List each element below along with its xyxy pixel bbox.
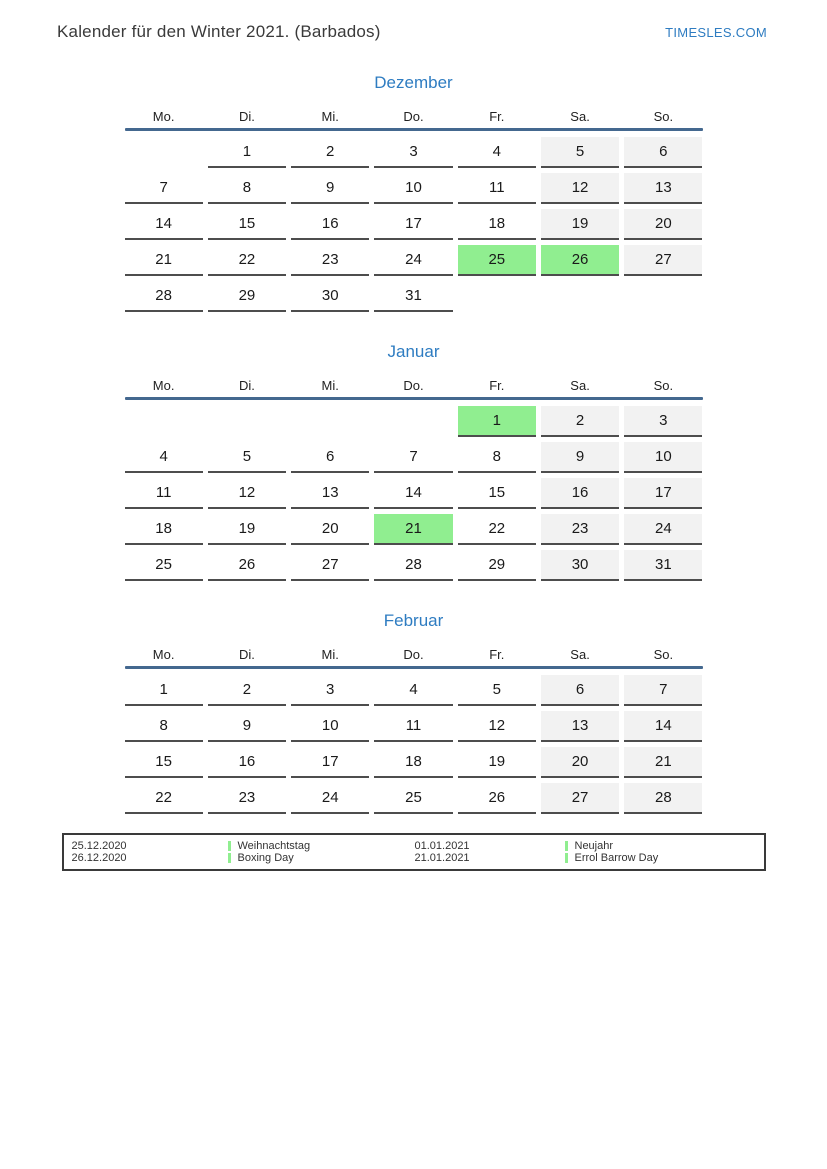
weekday-label: Mo. bbox=[152, 647, 175, 662]
day-cell: 13 bbox=[624, 173, 702, 204]
day-cell: 12 bbox=[458, 711, 536, 742]
holiday-marker-icon bbox=[565, 853, 568, 863]
header-divider bbox=[125, 397, 703, 400]
legend-labels-column bbox=[565, 840, 756, 864]
weekday-label: So. bbox=[653, 109, 674, 124]
day-cell: 16 bbox=[541, 478, 619, 509]
day-cell: 19 bbox=[208, 514, 286, 545]
day-cell: 30 bbox=[291, 281, 369, 312]
legend-dates-column bbox=[72, 840, 228, 864]
day-cell: 4 bbox=[125, 442, 203, 473]
day-cell: 31 bbox=[374, 281, 452, 312]
legend-date: 25.12.2020 bbox=[71, 840, 127, 852]
day-cell: 20 bbox=[291, 514, 369, 545]
day-cell: 22 bbox=[125, 783, 203, 814]
day-cell: 9 bbox=[208, 711, 286, 742]
day-cell: 27 bbox=[291, 550, 369, 581]
day-cell: 10 bbox=[374, 173, 452, 204]
holiday-day-cell: 26 bbox=[541, 245, 619, 276]
weekday-label: Mo. bbox=[152, 109, 175, 124]
legend-label: Neujahr bbox=[574, 840, 614, 852]
legend-item bbox=[228, 852, 415, 864]
legend-labels-column bbox=[228, 840, 415, 864]
day-cell: 7 bbox=[374, 442, 452, 473]
day-cell: 11 bbox=[125, 478, 203, 509]
days-grid bbox=[125, 137, 703, 312]
day-cell: 10 bbox=[624, 442, 702, 473]
empty-cell bbox=[125, 137, 203, 168]
day-cell: 12 bbox=[208, 478, 286, 509]
day-cell: 23 bbox=[291, 245, 369, 276]
day-cell: 2 bbox=[541, 406, 619, 437]
day-cell: 24 bbox=[374, 245, 452, 276]
day-cell: 15 bbox=[458, 478, 536, 509]
day-cell: 3 bbox=[291, 675, 369, 706]
legend-item bbox=[228, 840, 415, 852]
weekday-label: Sa. bbox=[570, 378, 590, 393]
weekday-label: Mi. bbox=[321, 647, 339, 662]
weekday-header-row bbox=[125, 378, 703, 393]
month-title: Dezember bbox=[374, 73, 453, 92]
day-cell: 4 bbox=[374, 675, 452, 706]
day-cell: 29 bbox=[208, 281, 286, 312]
weekday-label: Do. bbox=[403, 378, 424, 393]
legend-date: 21.01.2021 bbox=[414, 852, 470, 864]
day-cell: 23 bbox=[541, 514, 619, 545]
day-cell: 15 bbox=[208, 209, 286, 240]
empty-cell bbox=[541, 281, 619, 312]
holiday-day-cell: 25 bbox=[458, 245, 536, 276]
day-cell: 17 bbox=[374, 209, 452, 240]
empty-cell bbox=[624, 281, 702, 312]
day-cell: 21 bbox=[624, 747, 702, 778]
legend-item bbox=[565, 840, 756, 852]
header-divider bbox=[125, 666, 703, 669]
day-cell: 7 bbox=[125, 173, 203, 204]
day-cell: 28 bbox=[624, 783, 702, 814]
day-cell: 14 bbox=[374, 478, 452, 509]
day-cell: 1 bbox=[125, 675, 203, 706]
holiday-day-cell: 1 bbox=[458, 406, 536, 437]
day-cell: 11 bbox=[458, 173, 536, 204]
day-cell: 12 bbox=[541, 173, 619, 204]
day-cell: 9 bbox=[291, 173, 369, 204]
empty-cell bbox=[374, 406, 452, 437]
day-cell: 20 bbox=[624, 209, 702, 240]
legend-date: 01.01.2021 bbox=[414, 840, 470, 852]
day-cell: 18 bbox=[125, 514, 203, 545]
day-cell: 11 bbox=[374, 711, 452, 742]
day-cell: 3 bbox=[624, 406, 702, 437]
weekday-label: So. bbox=[653, 647, 674, 662]
day-cell: 19 bbox=[541, 209, 619, 240]
day-cell: 3 bbox=[374, 137, 452, 168]
weekday-header-row bbox=[125, 109, 703, 124]
weekday-label: Di. bbox=[238, 647, 255, 662]
day-cell: 27 bbox=[624, 245, 702, 276]
day-cell: 7 bbox=[624, 675, 702, 706]
weekday-label: Do. bbox=[403, 109, 424, 124]
day-cell: 8 bbox=[125, 711, 203, 742]
weekday-label: Sa. bbox=[570, 109, 590, 124]
day-cell: 8 bbox=[208, 173, 286, 204]
day-cell: 22 bbox=[458, 514, 536, 545]
day-cell: 2 bbox=[291, 137, 369, 168]
month-title: Februar bbox=[383, 611, 444, 630]
day-cell: 24 bbox=[624, 514, 702, 545]
day-cell: 16 bbox=[291, 209, 369, 240]
day-cell: 28 bbox=[125, 281, 203, 312]
day-cell: 18 bbox=[458, 209, 536, 240]
day-cell: 25 bbox=[125, 550, 203, 581]
day-cell: 13 bbox=[291, 478, 369, 509]
day-cell: 31 bbox=[624, 550, 702, 581]
day-cell: 14 bbox=[624, 711, 702, 742]
months-container bbox=[0, 73, 827, 814]
day-cell: 22 bbox=[208, 245, 286, 276]
empty-cell bbox=[291, 406, 369, 437]
day-cell: 28 bbox=[374, 550, 452, 581]
day-cell: 9 bbox=[541, 442, 619, 473]
month-title: Januar bbox=[387, 342, 440, 361]
day-cell: 18 bbox=[374, 747, 452, 778]
month-februar bbox=[125, 611, 703, 814]
day-cell: 6 bbox=[291, 442, 369, 473]
day-cell: 13 bbox=[541, 711, 619, 742]
day-cell: 2 bbox=[208, 675, 286, 706]
header-divider bbox=[125, 128, 703, 131]
day-cell: 23 bbox=[208, 783, 286, 814]
weekday-label: Sa. bbox=[570, 647, 590, 662]
weekday-label: Mi. bbox=[321, 378, 339, 393]
weekday-label: Mi. bbox=[321, 109, 339, 124]
day-cell: 25 bbox=[374, 783, 452, 814]
site-link[interactable]: TIMESLES.COM bbox=[665, 25, 767, 40]
day-cell: 19 bbox=[458, 747, 536, 778]
day-cell: 10 bbox=[291, 711, 369, 742]
weekday-label: Fr. bbox=[489, 109, 505, 124]
weekday-label: Mo. bbox=[152, 378, 175, 393]
weekday-label: So. bbox=[653, 378, 674, 393]
day-cell: 30 bbox=[541, 550, 619, 581]
day-cell: 8 bbox=[458, 442, 536, 473]
weekday-label: Di. bbox=[238, 109, 255, 124]
weekday-header-row bbox=[125, 647, 703, 662]
legend-label: Weihnachtstag bbox=[237, 840, 311, 852]
day-cell: 27 bbox=[541, 783, 619, 814]
month-dezember bbox=[125, 73, 703, 312]
legend-date: 26.12.2020 bbox=[71, 852, 127, 864]
day-cell: 29 bbox=[458, 550, 536, 581]
day-cell: 21 bbox=[125, 245, 203, 276]
weekday-label: Fr. bbox=[489, 647, 505, 662]
day-cell: 16 bbox=[208, 747, 286, 778]
empty-cell bbox=[458, 281, 536, 312]
day-cell: 17 bbox=[291, 747, 369, 778]
day-cell: 5 bbox=[208, 442, 286, 473]
legend-dates-column bbox=[415, 840, 565, 864]
weekday-label: Fr. bbox=[489, 378, 505, 393]
weekday-label: Di. bbox=[238, 378, 255, 393]
holiday-legend bbox=[62, 833, 766, 871]
empty-cell bbox=[125, 406, 203, 437]
holiday-marker-icon bbox=[565, 841, 568, 851]
holiday-day-cell: 21 bbox=[374, 514, 452, 545]
day-cell: 24 bbox=[291, 783, 369, 814]
topbar bbox=[0, 0, 827, 42]
holiday-marker-icon bbox=[228, 853, 231, 863]
legend-label: Boxing Day bbox=[237, 852, 294, 864]
month-januar bbox=[125, 342, 703, 581]
day-cell: 5 bbox=[541, 137, 619, 168]
legend-item bbox=[565, 852, 756, 864]
days-grid bbox=[125, 675, 703, 814]
day-cell: 17 bbox=[624, 478, 702, 509]
day-cell: 26 bbox=[208, 550, 286, 581]
empty-cell bbox=[208, 406, 286, 437]
holiday-marker-icon bbox=[228, 841, 231, 851]
day-cell: 26 bbox=[458, 783, 536, 814]
page-title: Kalender für den Winter 2021. (Barbados) bbox=[57, 22, 381, 41]
weekday-label: Do. bbox=[403, 647, 424, 662]
legend-label: Errol Barrow Day bbox=[574, 852, 659, 864]
day-cell: 1 bbox=[208, 137, 286, 168]
day-cell: 6 bbox=[541, 675, 619, 706]
day-cell: 20 bbox=[541, 747, 619, 778]
day-cell: 4 bbox=[458, 137, 536, 168]
day-cell: 14 bbox=[125, 209, 203, 240]
day-cell: 6 bbox=[624, 137, 702, 168]
days-grid bbox=[125, 406, 703, 581]
day-cell: 5 bbox=[458, 675, 536, 706]
day-cell: 15 bbox=[125, 747, 203, 778]
